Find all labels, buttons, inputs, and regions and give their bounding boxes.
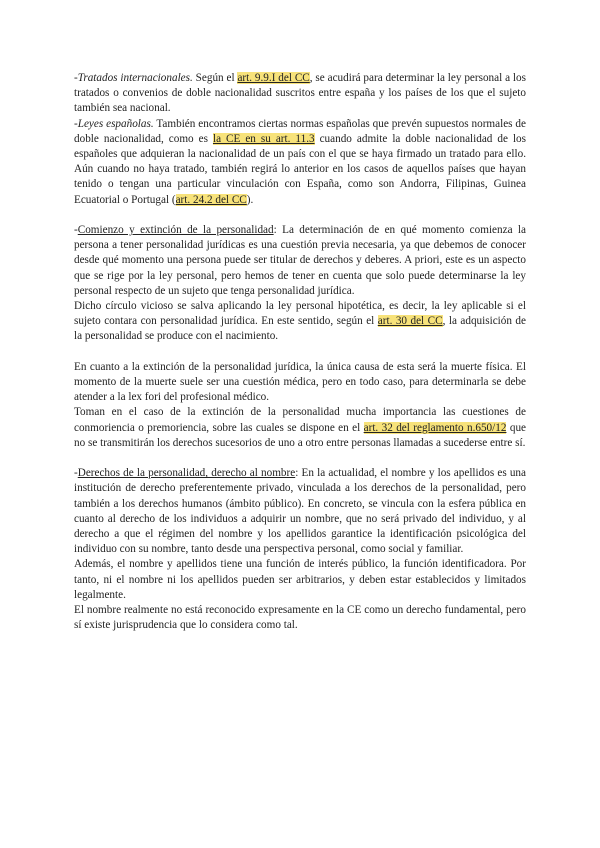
- text: cuando admite la doble nacionalidad de los españoles que adquieran la nacionalidad de un país con el que se haya firmado un tratado para ello. Aún cuando no haya tratado, también regirá lo anterior en los casos de aquellos países que hayan tenido o tengan una particular vinculación con España, como son Andorra, Filipinas, Guinea Ecuatorial o Portugal (: [74, 132, 527, 206]
- text: , se acudirá para determinar la ley personal a los tratados o convenios de doble nacionalidad suscritos entre españa y los países de los que el sujeto también sea nacional.: [74, 72, 526, 115]
- text: Toman en el caso de la extinción de la personalidad mucha importancia las cuestiones de conmoriencia o premoriencia, sobre las cuales se dispone en el: [74, 406, 526, 434]
- paragraph-conmoriencia: [74, 405, 526, 451]
- text: : La determinación de en qué momento comienza la persona a tener personalidad jurídicas es una cuestión previa necesaria, ya que debemos de conocer desde qué momento una persona puede ser titular de derechos y deberes. A priori, este es un aspecto que se rige por la ley personal, pero hemos de tener en cuenta que solo puede determinarse la ley personal respecto de un sujeto que tenga personalidad jurídica.: [74, 224, 526, 297]
- dash: -: [74, 117, 78, 130]
- text: que no se transmitirán los derechos sucesorios de uno a otro entre personas llamadas a sucederse entre sí.: [74, 421, 527, 449]
- text: ).: [246, 193, 254, 206]
- text: El nombre realmente no está reconocido expresamente en la CE como un derecho fundamental, pero sí existe jurisprudencia que lo considera como tal.: [74, 604, 526, 632]
- text: Dicho círculo vicioso se salva aplicando la ley personal hipotética, es decir, la ley aplicable si el sujeto contara con personalidad jurídica. En este sentido, según el: [74, 300, 526, 328]
- text: También encontramos ciertas normas españolas que prevén supuestos normales de doble nacionalidad, como es: [74, 117, 526, 145]
- document-body: [74, 71, 526, 633]
- highlighted-reference: art. 9.9.I del CC: [237, 72, 310, 84]
- paragraph-funcion: [74, 557, 526, 603]
- highlighted-reference: la CE en su art. 11.3: [212, 132, 315, 145]
- term-leyes: Leyes españolas.: [77, 117, 154, 130]
- text: : En la actualidad, el nombre y los apellidos es una institución de derecho preferentemente privado, vinculada a los derechos de la personalidad, pero también a los derechos humanos (ámbito público). En concreto, se vincula con la esfera pública en cuanto al derecho de los individuos a adquirir un nombre, que no será privado del individuo, y al derecho a que el régimen del nombre y los apellidos garantice la identificación psicológica del individuo con su nombre, tanto desde una perspectiva personal, como social y familiar.: [74, 467, 526, 556]
- paragraph-gap: [74, 345, 526, 360]
- text: Según el: [192, 72, 238, 84]
- section-heading-comienzo: Comienzo y extinción de la personalidad: [77, 224, 274, 237]
- text: En cuanto a la extinción de la personalidad jurídica, la única causa de esta será la muerte física. El momento de la muerte suele ser una cuestión médica, pero en todo caso, para determinarla se debe atender a la lex fori del profesional médico.: [74, 360, 526, 404]
- paragraph-gap: [74, 208, 526, 223]
- paragraph-jurisprudencia: [74, 603, 526, 633]
- highlighted-reference: art. 30 del CC: [377, 315, 443, 328]
- paragraph-gap: [74, 451, 526, 466]
- paragraph-nombre: [74, 466, 526, 557]
- paragraph-comienzo: [74, 223, 526, 299]
- paragraph-extincion: [74, 360, 526, 406]
- section-heading-nombre: Derechos de la personalidad, derecho al nombre: [77, 467, 296, 480]
- highlighted-reference: art. 24.2 del CC: [175, 193, 247, 206]
- term-tratados: Tratados internacionales.: [77, 72, 193, 84]
- dash: -: [74, 72, 78, 84]
- paragraph-tratados: [74, 71, 526, 117]
- text: , la adquisición de la personalidad se produce con el nacimiento.: [74, 315, 526, 343]
- dash: -: [74, 467, 78, 480]
- paragraph-leyes: [74, 117, 526, 208]
- dash: -: [74, 224, 78, 237]
- text: Además, el nombre y apellidos tiene una función de interés público, la función identificadora. Por tanto, ni el nombre ni los apellidos pueden ser arbitrarios, y deben estar establecidos y limitados legalmente.: [74, 558, 526, 601]
- highlighted-reference: art. 32 del reglamento n.650/12: [363, 421, 507, 434]
- paragraph-circulo: [74, 299, 526, 345]
